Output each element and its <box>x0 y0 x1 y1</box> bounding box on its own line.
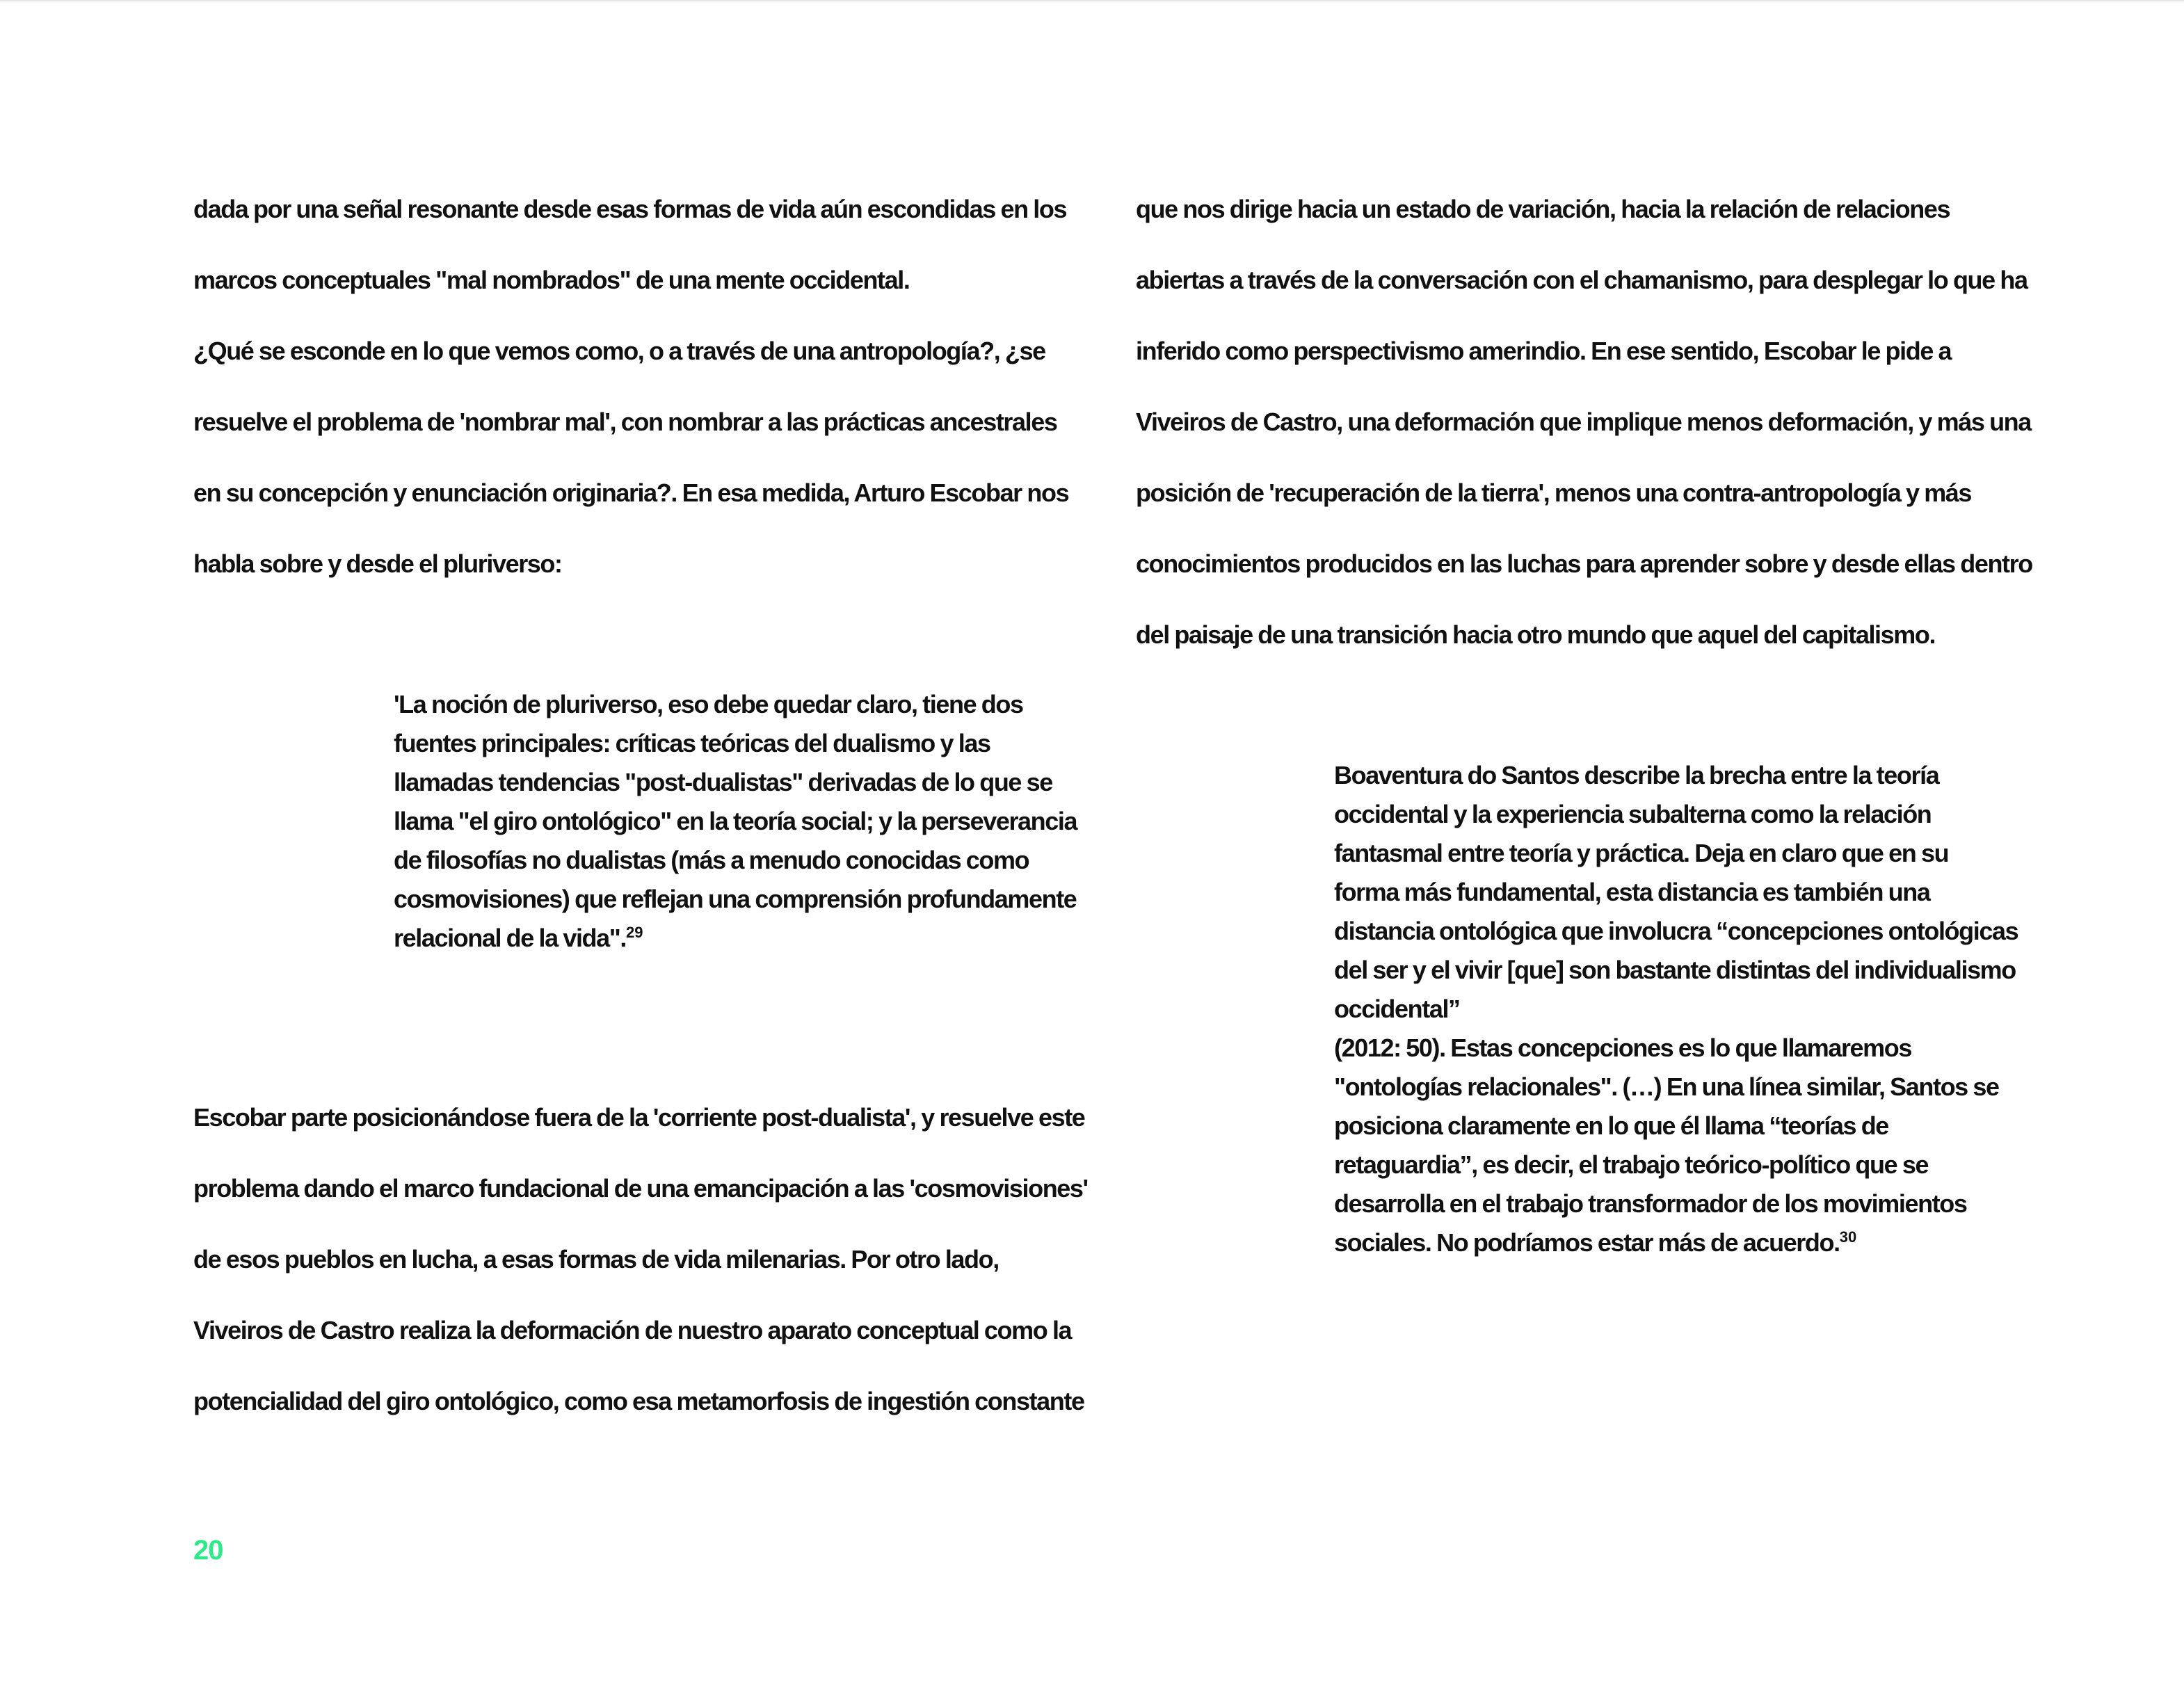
quote-line: Boaventura do Santos describe la brecha entre la teoría <box>1334 761 1939 789</box>
text-line: resuelve el problema de 'nombrar mal', con nombrar a las prácticas ancestrales <box>193 408 1057 436</box>
quote-line <box>1334 1223 2018 1262</box>
text-line: de esos pueblos en lucha, a esas formas de vida milenarias. Por otro lado, <box>193 1245 999 1273</box>
quote-line <box>394 919 1077 958</box>
quote-line: forma más fundamental, esta distancia es también una <box>1334 878 1930 906</box>
text-line: Viveiros de Castro, una deformación que implique menos deformación, y más una <box>1136 408 2031 436</box>
text-line: ¿Qué se esconde en lo que vemos como, o a través de una antropología?, ¿se <box>193 337 1045 365</box>
quote-line-text: sociales. No podríamos estar más de acuerdo. <box>1334 1228 1840 1257</box>
text-line: conocimientos producidos en las luchas para aprender sobre y desde ellas dentro <box>1136 549 2032 578</box>
text-line: habla sobre y desde el pluriverso: <box>193 549 562 578</box>
left-paragraph-2 <box>193 1082 1088 1437</box>
text-line: Viveiros de Castro realiza la deformación de nuestro aparato conceptual como la <box>193 1316 1072 1344</box>
quote-line: occidental” <box>1334 995 1460 1023</box>
quote-line: posiciona claramente en lo que él llama “teorías de <box>1334 1111 1888 1140</box>
quote-line-text: relacional de la vida". <box>394 924 627 952</box>
text-line: problema dando el marco fundacional de una emancipación a las 'cosmovisiones' <box>193 1174 1088 1203</box>
quote-line: 'La noción de pluriverso, eso debe quedar claro, tiene dos <box>394 690 1023 718</box>
page-number: 20 <box>193 1535 223 1566</box>
right-paragraph-1 <box>1136 174 2032 670</box>
text-line: abiertas a través de la conversación con el chamanismo, para desplegar lo que ha <box>1136 266 2028 294</box>
text-line: Escobar parte posicionándose fuera de la 'corriente post-dualista', y resuelve este <box>193 1103 1085 1132</box>
quote-line: "ontologías relacionales". (…) En una línea similar, Santos se <box>1334 1072 1999 1101</box>
quote-line: distancia ontológica que involucra “concepciones ontológicas <box>1334 917 2018 945</box>
right-block-quote <box>1334 756 2018 1262</box>
quote-line: de filosofías no dualistas (más a menudo conocidas como <box>394 846 1029 874</box>
quote-line: llamadas tendencias "post-dualistas" derivadas de lo que se <box>394 768 1052 796</box>
quote-line: retaguardia”, es decir, el trabajo teórico-político que se <box>1334 1150 1929 1179</box>
quote-line: llama "el giro ontológico" en la teoría social; y la perseverancia <box>394 807 1077 835</box>
text-line: inferido como perspectivismo amerindio. En ese sentido, Escobar le pide a <box>1136 337 1952 365</box>
text-line: dada por una señal resonante desde esas formas de vida aún escondidas en los <box>193 195 1067 223</box>
quote-line: cosmovisiones) que reflejan una comprensión profundamente <box>394 885 1077 913</box>
quote-line: desarrolla en el trabajo transformador de los movimientos <box>1334 1189 1967 1218</box>
text-line: que nos dirige hacia un estado de variación, hacia la relación de relaciones <box>1136 195 1950 223</box>
text-line: potencialidad del giro ontológico, como esa metamorfosis de ingestión constante <box>193 1387 1084 1415</box>
quote-line: fuentes principales: críticas teóricas del dualismo y las <box>394 729 990 757</box>
top-divider <box>0 0 2184 1</box>
footnote-marker[interactable]: 30 <box>1839 1228 1857 1246</box>
quote-line: fantasmal entre teoría y práctica. Deja en claro que en su <box>1334 839 1949 867</box>
text-line: en su concepción y enunciación originaria?. En esa medida, Arturo Escobar nos <box>193 479 1069 507</box>
text-line: posición de 'recuperación de la tierra', menos una contra-antropología y más <box>1136 479 1972 507</box>
left-block-quote <box>394 685 1077 958</box>
left-paragraph-1 <box>193 174 1068 600</box>
quote-line: (2012: 50). Estas concepciones es lo que llamaremos <box>1334 1034 1912 1062</box>
footnote-marker[interactable]: 29 <box>626 924 643 941</box>
text-line: del paisaje de una transición hacia otro mundo que aquel del capitalismo. <box>1136 620 1936 649</box>
text-line: marcos conceptuales "mal nombrados" de una mente occidental. <box>193 266 910 294</box>
quote-line: del ser y el vivir [que] son bastante distintas del individualismo <box>1334 956 2016 984</box>
quote-line: occidental y la experiencia subalterna como la relación <box>1334 800 1932 828</box>
